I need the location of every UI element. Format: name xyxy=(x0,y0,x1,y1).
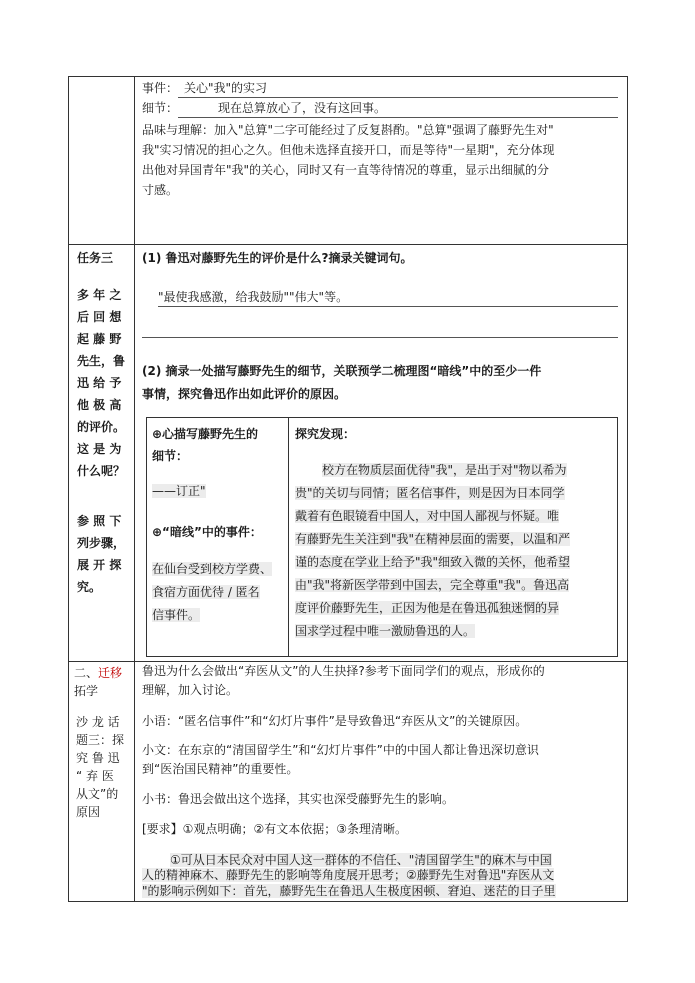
event-value-text: 关心"我"的实习 xyxy=(184,81,268,95)
task3-side-7: 的评价。 xyxy=(77,420,126,434)
discovery-line-1 xyxy=(322,461,567,479)
question-2-line-2: 事情，探究鲁迅作出如此评价的原因。 xyxy=(142,387,347,401)
discovery-line-6 xyxy=(295,576,569,594)
task3-side-3: 起 藤 野 xyxy=(77,332,122,346)
question-1: (1) 鲁迅对藤野先生的评价是什么?摘录关键词句。 xyxy=(142,251,413,265)
discovery-line-3-text: 戴着有色眼镜看中国人，对中国人鄙视与怀疑。唯 xyxy=(295,509,560,523)
detail-answer xyxy=(152,482,206,500)
requirement-line: [要求】①观点明确；②有文本依据；③条理清晰。 xyxy=(142,822,407,836)
task3-side-12: 展 开 探 xyxy=(77,558,122,572)
exploration-divider xyxy=(288,418,289,656)
row-divider-1 xyxy=(69,244,627,245)
event-answer-3-text: 信事件。 xyxy=(152,608,201,622)
salon-side-1: 沙 龙 话 xyxy=(76,715,120,729)
detail-value-text: 现在总算放心了，没有这回事。 xyxy=(218,101,387,115)
answer-line-3 xyxy=(142,882,556,900)
event-answer-2 xyxy=(152,583,260,601)
section2-label-red: 迁移 xyxy=(98,666,123,680)
discovery-line-5-text: 谨的态度在学业上给予"我"细致入微的关怀，他希望 xyxy=(295,555,571,569)
event-value xyxy=(178,79,618,98)
task3-side-10: 参 照 下 xyxy=(77,514,122,528)
detail-value xyxy=(178,99,618,118)
taste-line-3: 出他对异国青年"我"的关心，同时又有一直等待情况的尊重，显示出细腻的分 xyxy=(142,163,550,177)
discovery-line-4 xyxy=(295,530,570,548)
task3-side-6: 他 极 高 xyxy=(77,398,122,412)
salon-side-2: 题三：探 xyxy=(76,733,125,747)
intro-line-2: 理解，加入讨论。 xyxy=(142,683,239,697)
task3-side-1: 多 年 之 xyxy=(77,288,122,302)
discovery-line-7 xyxy=(295,599,559,617)
salon-side-6: 原因 xyxy=(76,805,101,819)
question-2-line-1: (2) 摘录一处描写藤野先生的细节，关联预学二梳理图“暗线”中的至少一件 xyxy=(142,364,542,378)
task3-label: 任务三 xyxy=(77,251,114,265)
answer-line-1-text: ①可从日本民众对中国人这一群体的不信任、"清国留学生"的麻木与中国 xyxy=(170,853,552,867)
task3-side-4: 先生，鲁 xyxy=(77,354,126,368)
question-1-answer-text: "最使我感激，给我鼓励""伟大"等。 xyxy=(158,290,349,304)
salon-side-3: 究 鲁 迅 xyxy=(76,751,120,765)
task3-side-2: 后 回 想 xyxy=(77,310,122,324)
taste-line-4: 寸感。 xyxy=(142,183,179,197)
section2-label-prefix: 二、 xyxy=(74,666,99,680)
discovery-line-6-text: 由"我"将新医学带到中国去，完全尊重"我"。鲁迅高 xyxy=(295,578,570,592)
discovery-line-1-text: 校方在物质层面优待"我"，是出于对"物以希为 xyxy=(322,463,567,477)
discovery-line-5 xyxy=(295,553,570,571)
answer-line-2-text: 人的精神麻木、藤野先生的影响等角度展开思考；②藤野先生对鲁迅"弃医从文 xyxy=(142,868,555,882)
discovery-title: 探究发现： xyxy=(295,427,356,441)
xiaowen-line-2: 到“医治国民精神”的重要性。 xyxy=(142,762,299,776)
task3-side-13: 究。 xyxy=(77,580,102,594)
salon-side-5: 从文”的 xyxy=(76,787,119,801)
discovery-line-8 xyxy=(295,622,475,640)
detail-label: 细节： xyxy=(142,101,179,115)
section2-label xyxy=(74,664,122,682)
discovery-line-2-text: 贵"的关切与同情；匿名信事件，则是因为日本同学 xyxy=(295,486,565,500)
taste-line-1: 品味与理解：加入"总算"二字可能经过了反复斟酌。"总算"强调了藤野先生对" xyxy=(142,123,554,137)
column-divider xyxy=(134,77,135,901)
section2-label-suffix: 拓学 xyxy=(74,684,99,698)
task3-side-11: 列步骤， xyxy=(77,536,126,550)
discovery-line-8-text: 国求学过程中唯一激励鲁迅的人。 xyxy=(295,624,476,638)
detail-title-2: 细节： xyxy=(152,449,189,463)
salon-side-4: “ 弃 医 xyxy=(76,769,114,783)
task3-side-8: 这 是 为 xyxy=(77,442,122,456)
discovery-line-4-text: 有藤野先生关注到"我"在精神层面的需要，以温和严 xyxy=(295,532,571,546)
event-answer-3 xyxy=(152,606,200,624)
detail-answer-text: ——订正" xyxy=(152,484,206,498)
task3-side-5: 迅 给 予 xyxy=(77,376,122,390)
xiaowen-line-1: 小文：在东京的“清国留学生”和“幻灯片事件”中的中国人都让鲁迅深切意识 xyxy=(142,743,539,757)
xiaoyu-opinion: 小语：“匿名信事件”和“幻灯片事件”是导致鲁迅“弃医从文”的关键原因。 xyxy=(142,714,528,728)
xiaoshu-opinion: 小书：鲁迅会做出这个选择，其实也深受藤野先生的影响。 xyxy=(142,792,455,806)
event-answer-1 xyxy=(152,560,272,578)
event-answer-2-text: 食宿方面优待 / 匿名 xyxy=(152,585,260,599)
event-line xyxy=(142,79,618,98)
answer-blank-line xyxy=(142,337,618,338)
task3-side-9: 什么呢？ xyxy=(77,464,126,478)
discovery-line-3 xyxy=(295,507,559,525)
discovery-line-7-text: 度评价藤野先生，正因为他是在鲁迅孤独迷惘的异 xyxy=(295,601,560,615)
answer-line-3-text: "的影响示例如下：首先，藤野先生在鲁迅人生极度困顿、窘迫、迷茫的日子里 xyxy=(142,884,556,898)
taste-line-2: 我"实习情况的担心之久。但他未选择直接开口，而是等待"一星期"，充分体现 xyxy=(142,143,555,157)
discovery-line-2 xyxy=(295,484,565,502)
detail-title-1: ⊕心描写藤野先生的 xyxy=(152,427,259,441)
intro-line-1: 鲁迅为什么会做出“弃医从文”的人生抉择?参考下面同学们的观点，形成你的 xyxy=(142,664,545,678)
event-answer-1-text: 在仙台受到校方学费、 xyxy=(152,562,273,576)
dark-line-event-title: ⊕“暗线”中的事件： xyxy=(152,525,262,539)
event-label: 事件： xyxy=(142,81,179,95)
detail-line xyxy=(142,99,618,118)
question-1-answer xyxy=(158,288,618,307)
